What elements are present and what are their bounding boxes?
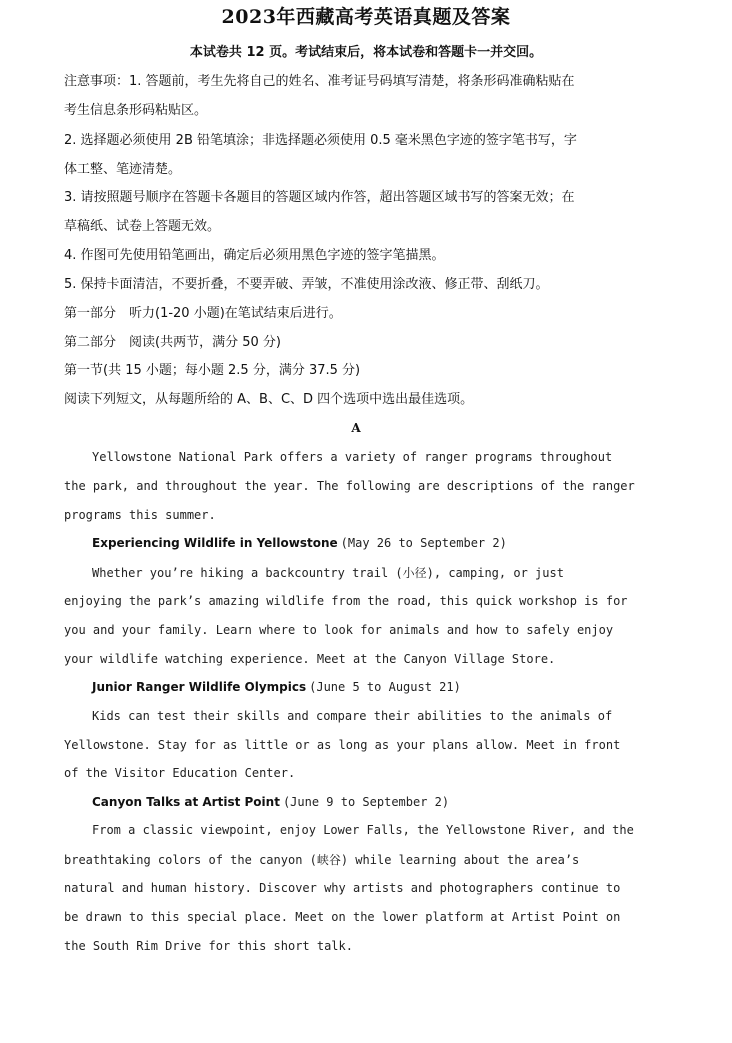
notes-line: 2. 选择题必须使用 2B 铅笔填涂；非选择题必须使用 0.5 毫米黑色字迹的签字笔书写，字 [64, 133, 577, 148]
passage-line: Kids can test their skills and compare their abilities to the animals of [92, 709, 613, 723]
passage-line: natural and human history. Discover why artists and photographers continue to [64, 881, 621, 895]
page-title: 2023年西藏高考英语真题及答案 [221, 6, 511, 28]
passage-line: programs this summer. [64, 508, 216, 522]
passage-line: From a classic viewpoint, enjoy Lower Falls, the Yellowstone River, and the [92, 823, 634, 837]
program-title: Junior Ranger Wildlife Olympics [92, 680, 307, 694]
passage-line: the park, and throughout the year. The following are descriptions of the ranger [64, 479, 635, 493]
part-heading: 第一部分 听力(1-20 小题)在笔试结束后进行。 [64, 306, 342, 321]
passage-line: you and your family. Learn where to look for animals and how to safely enjoy [64, 623, 614, 637]
program-heading [92, 795, 449, 810]
program-dates: (June 5 to August 21) [309, 680, 461, 694]
part-heading: 第二部分 阅读(共两节，满分 50 分) [64, 335, 281, 350]
page-subtitle: 本试卷共 12 页。考试结束后，将本试卷和答题卡一并交回。 [189, 45, 543, 60]
notes-line: 考生信息条形码粘贴区。 [64, 103, 208, 118]
passage-label: A [351, 421, 361, 435]
passage-line: the South Rim Drive for this short talk. [64, 939, 353, 953]
passage-line: Whether you’re hiking a backcountry trail (小径), camping, or just [92, 566, 564, 580]
program-title: Canyon Talks at Artist Point [92, 795, 280, 809]
program-heading [92, 680, 461, 695]
section-heading: 第一节(共 15 小题；每小题 2.5 分，满分 37.5 分) [64, 363, 361, 378]
passage-line: Yellowstone. Stay for as little or as long as your plans allow. Meet in front [64, 738, 621, 752]
notes-line: 草稿纸、试卷上答题无效。 [64, 219, 221, 234]
passage-line: your wildlife watching experience. Meet at the Canyon Village Store. [64, 652, 556, 666]
notes-line: 注意事项：1. 答题前，考生先将自己的姓名、准考证号码填写清楚，将条形码准确粘贴在 [64, 74, 575, 89]
program-heading [92, 536, 507, 551]
notes-line: 4. 作图可先使用铅笔画出，确定后必须用黑色字迹的签字笔描黑。 [64, 248, 445, 263]
passage-line: enjoying the park’s amazing wildlife from the road, this quick workshop is for [64, 594, 628, 608]
passage-line: be drawn to this special place. Meet on the lower platform at Artist Point on [64, 910, 621, 924]
passage-line: of the Visitor Education Center. [64, 766, 296, 780]
program-dates: (June 9 to September 2) [282, 795, 450, 809]
passage-line: breathtaking colors of the canyon (峡谷) while learning about the area’s [64, 853, 580, 867]
notes-line: 3. 请按照题号顺序在答题卡各题目的答题区域内作答，超出答题区域书写的答案无效；在 [64, 190, 575, 205]
program-title: Experiencing Wildlife in Yellowstone [92, 536, 338, 550]
reading-instruction: 阅读下列短文，从每题所给的 A、B、C、D 四个选项中选出最佳选项。 [64, 392, 474, 407]
notes-line: 5. 保持卡面清洁，不要折叠，不要弄破、弄皱，不准使用涂改液、修正带、刮纸刀。 [64, 277, 549, 292]
passage-line: Yellowstone National Park offers a variety of ranger programs throughout [92, 450, 613, 464]
program-dates: (May 26 to September 2) [340, 536, 507, 550]
notes-line: 体工整、笔迹清楚。 [64, 162, 182, 177]
